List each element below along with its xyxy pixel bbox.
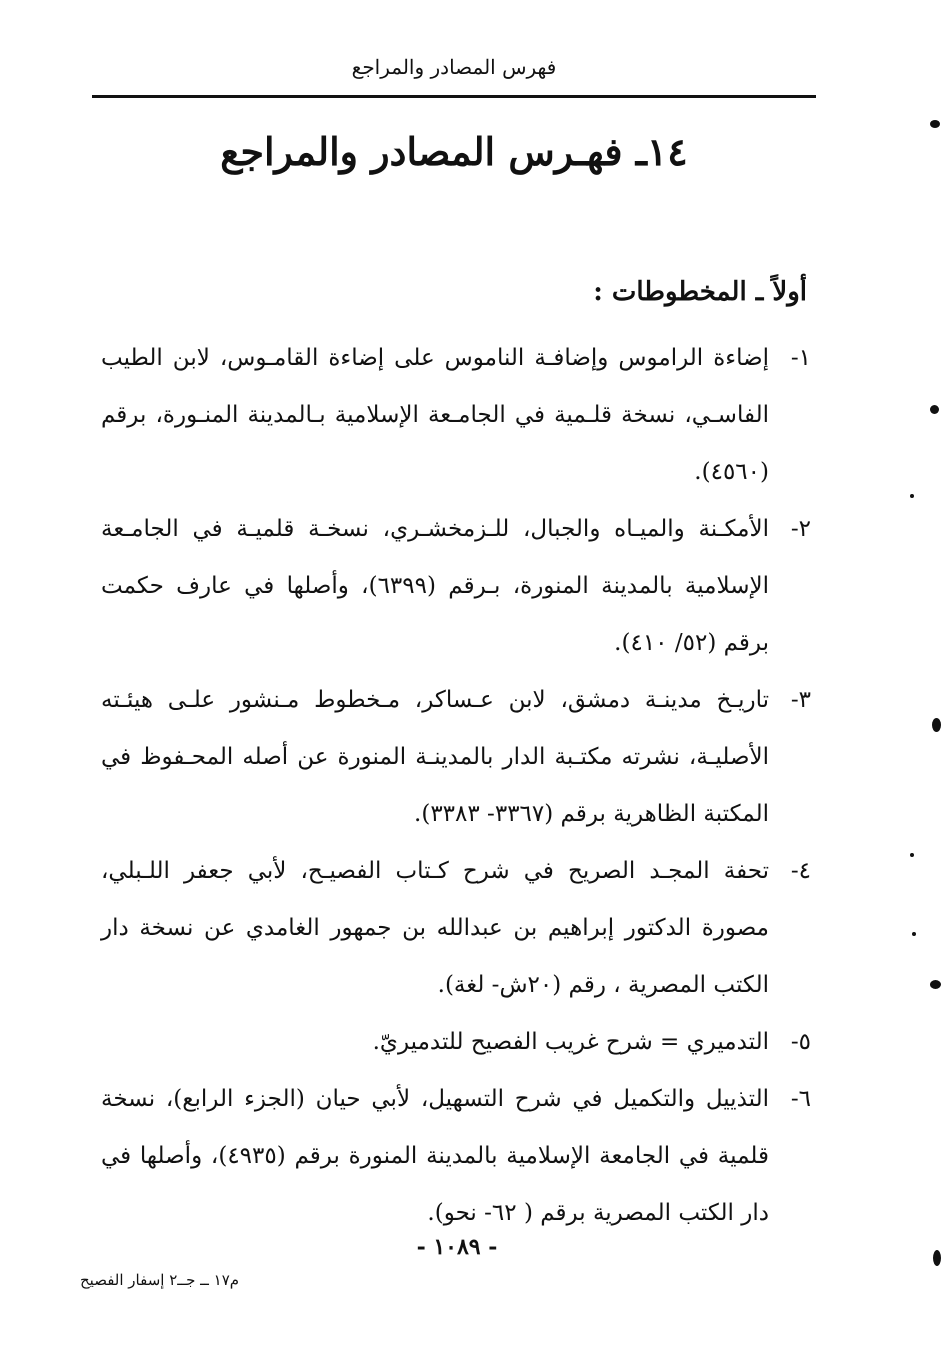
section-heading: أولاً ـ المخطوطات : — [593, 277, 807, 307]
entry-number: ٢- — [790, 516, 811, 542]
entry-number: ١- — [790, 345, 811, 371]
entry-text: إضاءة الراموس وإضافـة الناموس على إضاءة القامـوس، لابن الطيب الفاسـي، نسخة قلـمية في الجامـعة الإسلامية بـالمدينة المنـورة، برقم (٤٥٦٠). — [101, 345, 769, 485]
entry-text: التذييل والتكميل في شرح التسهيل، لأبي حيان (الجزء الرابع)، نسخة قلمية في الجامعة الإسلامية بالمدينة المنورة برقم (٤٩٣٥)، وأصلها في دار الكتب المصرية برقم ( ٦٢- نحو). — [101, 1086, 769, 1226]
page-number: - ١٠٨٩ - — [416, 1234, 498, 1260]
chapter-title: ١٤ـ فهـرس المصادر والمراجع — [220, 129, 688, 174]
source-entry-1 — [101, 330, 811, 501]
scan-speck — [933, 1250, 941, 1266]
source-entry-3 — [101, 672, 811, 843]
header-rule — [92, 95, 816, 98]
entry-number: ٦- — [790, 1086, 811, 1112]
scan-speck — [912, 932, 916, 936]
source-entry-4 — [101, 843, 811, 1014]
entry-text: تحفة المجـد الصريح في شرح كـتاب الفصيـح، لأبي جعفر اللـبلي، مصورة الدكتور إبراهيم بن عبدالله بن جمهور الغامدي عن نسخة دار الكتب المصرية ، رقم (٢٠ش- لغة). — [101, 858, 769, 998]
scan-speck — [930, 980, 941, 989]
scan-speck — [910, 853, 914, 857]
entry-text: الأمكـنة والميـاه والجبال، للـزمخشـري، نسخـة قلميـة في الجامـعة الإسلامية بالمدينة المنورة، بـرقم (٦٣٩٩)، وأصلها في عارف حكمت برقم (٥٢/ ٤١٠). — [101, 516, 769, 656]
source-entry-2 — [101, 501, 811, 672]
running-header: فهرس المصادر والمراجع — [351, 55, 557, 79]
entry-number: ٣- — [790, 687, 811, 713]
scan-speck — [910, 494, 914, 498]
source-list — [101, 330, 811, 1242]
entry-number: ٥- — [790, 1029, 811, 1055]
entry-number: ٤- — [790, 858, 811, 884]
entry-text: تاريـخ مدينـة دمشق، لابن عـساكر، مـخطوط مـنشور علـى هيئـته الأصليـة، نشرته مكتـبة الدار بالمدينـة المنورة عن أصله المحـفوظ في المكتبة الظاهرية برقم (٣٣٦٧- ٣٣٨٣). — [101, 687, 769, 827]
entry-text: التدميري = شرح غريب الفصيح للتدميريّ. — [372, 1029, 769, 1055]
scan-speck — [932, 718, 941, 732]
scan-speck — [930, 405, 939, 414]
source-entry-5 — [101, 1014, 811, 1071]
source-entry-6 — [101, 1071, 811, 1242]
print-signature: م١٧ ــ جــ٢ إسفار الفصيح — [80, 1271, 240, 1289]
scan-speck — [930, 120, 940, 128]
